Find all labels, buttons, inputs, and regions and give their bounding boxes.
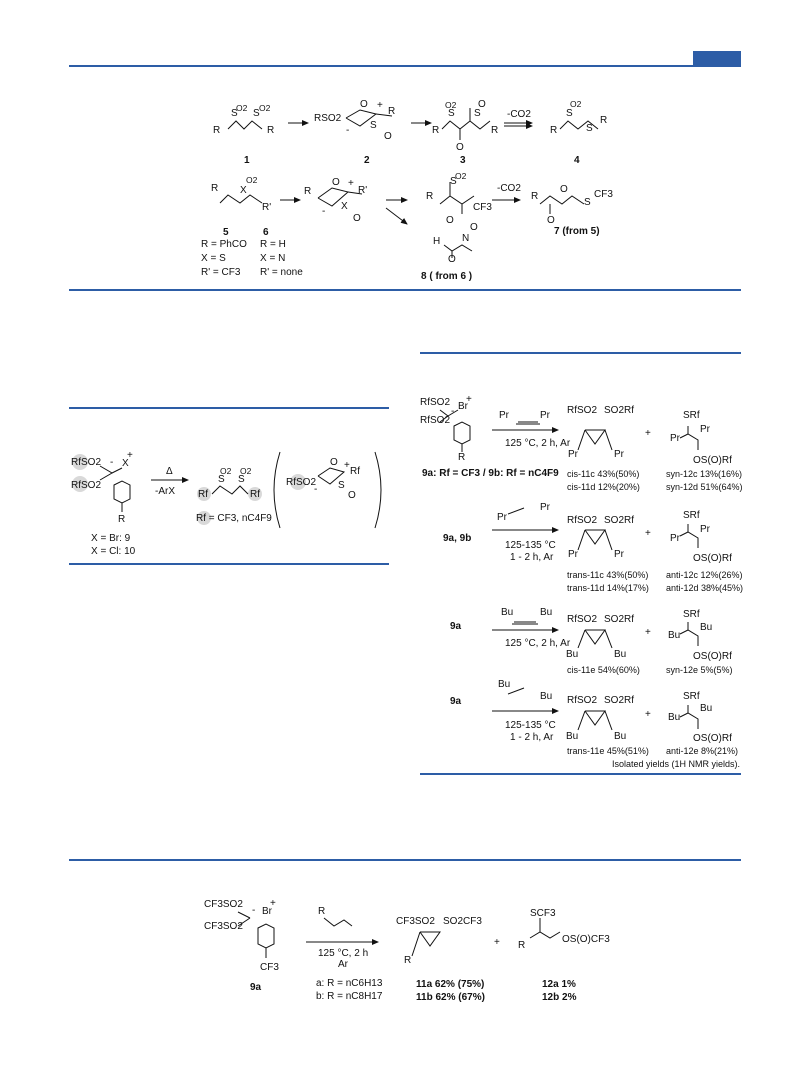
svg-text:Rf = CF3, nC4F9: Rf = CF3, nC4F9: [196, 513, 272, 524]
svg-text:9a: 9a: [250, 982, 262, 993]
svg-text:S: S: [586, 123, 593, 134]
svg-text:S: S: [370, 120, 377, 131]
svg-text:O: O: [560, 184, 568, 195]
svg-text:+: +: [344, 460, 350, 471]
svg-text:b: R = nC8H17: b: R = nC8H17: [316, 991, 383, 1002]
svg-text:R: R: [304, 186, 312, 197]
svg-text:Bu: Bu: [668, 712, 681, 723]
svg-text:CF3SO2: CF3SO2: [204, 899, 243, 910]
svg-text:RfSO2: RfSO2: [567, 614, 598, 625]
svg-text:SO2Rf: SO2Rf: [604, 695, 635, 706]
compound-5-structure: [220, 195, 262, 203]
svg-text:R': R': [262, 202, 272, 213]
svg-text:RfSO2: RfSO2: [71, 480, 102, 491]
svg-text:Rf: Rf: [250, 489, 260, 500]
svg-text:Bu: Bu: [614, 649, 627, 660]
svg-text:RfSO2: RfSO2: [420, 415, 451, 426]
svg-text:OS(O)Rf: OS(O)Rf: [693, 455, 732, 466]
svg-text:R: R: [318, 906, 326, 917]
intermediate-structure: [318, 188, 362, 206]
svg-text:syn-12d 51%(64%): syn-12d 51%(64%): [666, 482, 743, 492]
svg-text:X = Br: 9: X = Br: 9: [91, 533, 131, 544]
scheme1: [220, 108, 598, 258]
svg-text:O: O: [360, 99, 368, 110]
svg-text:S: S: [231, 108, 238, 119]
svg-text:syn-12c 13%(16%): syn-12c 13%(16%): [666, 469, 743, 479]
compound-with-cf3-structure: [440, 182, 474, 214]
svg-text:Pr: Pr: [497, 512, 507, 523]
svg-text:O: O: [384, 131, 392, 142]
svg-text:trans-11d 14%(17%): trans-11d 14%(17%): [567, 583, 649, 593]
svg-text:R: R: [388, 106, 396, 117]
svg-text:Bu: Bu: [700, 703, 713, 714]
svg-text:O2: O2: [220, 466, 232, 476]
svg-text:S: S: [566, 108, 573, 119]
scheme1-text: [201, 99, 613, 282]
svg-text:cis-11d 12%(20%): cis-11d 12%(20%): [567, 482, 640, 492]
svg-text:Br: Br: [262, 906, 272, 917]
svg-text:anti-12d 38%(45%): anti-12d 38%(45%): [666, 583, 744, 593]
svg-text:-: -: [451, 406, 455, 417]
svg-text:Bu: Bu: [540, 691, 553, 702]
svg-text:R: R: [518, 940, 526, 951]
svg-text:-: -: [346, 125, 350, 136]
svg-text:Bu: Bu: [566, 731, 579, 742]
svg-text:R: R: [531, 191, 539, 202]
svg-text:O: O: [547, 215, 555, 226]
svg-text:SRf: SRf: [683, 410, 700, 421]
svg-text:O2: O2: [455, 171, 467, 181]
svg-text:O: O: [332, 177, 340, 188]
svg-text:Bu: Bu: [498, 679, 511, 690]
svg-text:S: S: [338, 480, 345, 491]
svg-text:12b 2%: 12b 2%: [542, 992, 577, 1003]
svg-text:Rf: Rf: [350, 466, 360, 477]
svg-text:-CO2: -CO2: [497, 183, 521, 194]
compound-8-label: 8 ( from 6 ): [421, 271, 473, 282]
svg-text:Isolated yields (1H NMR yields: Isolated yields (1H NMR yields).: [612, 759, 741, 769]
svg-text:R: R: [600, 115, 608, 126]
svg-text:syn-12e 5%(5%): syn-12e 5%(5%): [666, 665, 733, 675]
svg-text:Bu: Bu: [566, 649, 579, 660]
svg-text:N: N: [462, 233, 470, 244]
svg-text:OS(O)Rf: OS(O)Rf: [693, 553, 732, 564]
svg-text:S: S: [584, 197, 591, 208]
svg-text:Rf: Rf: [198, 489, 208, 500]
svg-text:R' = none: R' = none: [260, 267, 303, 278]
svg-text:cis-11e 54%(60%): cis-11e 54%(60%): [567, 665, 640, 675]
svg-text:X: X: [240, 185, 247, 196]
compound-7-label: 7 (from 5): [554, 226, 600, 237]
svg-text:Bu: Bu: [614, 731, 627, 742]
svg-text:RSO2: RSO2: [314, 113, 342, 124]
svg-text:Pr: Pr: [568, 449, 578, 460]
svg-text:X = N: X = N: [260, 253, 286, 264]
compound-4-label: 4: [574, 155, 580, 166]
svg-text:R: R: [118, 514, 126, 525]
svg-text:Pr: Pr: [568, 549, 578, 560]
svg-text:RfSO2: RfSO2: [286, 477, 317, 488]
svg-text:R: R: [267, 125, 275, 136]
svg-text:X: X: [341, 201, 348, 212]
svg-text:O: O: [478, 99, 486, 110]
svg-text:125-135 °C: 125-135 °C: [505, 720, 556, 731]
svg-text:O: O: [353, 213, 361, 224]
svg-text:X: X: [122, 458, 129, 469]
svg-text:+: +: [348, 178, 354, 189]
svg-text:-CO2: -CO2: [507, 109, 531, 120]
svg-text:9a, 9b: 9a, 9b: [443, 533, 472, 544]
svg-text:+: +: [466, 394, 472, 405]
svg-text:1 - 2 h, Ar: 1 - 2 h, Ar: [510, 732, 554, 743]
svg-text:O2: O2: [240, 466, 252, 476]
svg-text:R: R: [213, 125, 221, 136]
svg-text:-: -: [110, 457, 114, 468]
svg-text:OS(O)Rf: OS(O)Rf: [693, 733, 732, 744]
reaction-table: [420, 394, 743, 769]
svg-text:R: R: [458, 452, 466, 463]
svg-text:+: +: [270, 898, 276, 909]
svg-text:11a 62% (75%): 11a 62% (75%): [416, 979, 485, 990]
svg-text:O2: O2: [445, 100, 457, 110]
compound-1-structure: [228, 121, 262, 129]
svg-text:O: O: [448, 254, 456, 265]
svg-text:Bu: Bu: [540, 607, 553, 618]
svg-text:RfSO2: RfSO2: [567, 695, 598, 706]
svg-text:O: O: [330, 457, 338, 468]
svg-text:SRf: SRf: [683, 609, 700, 620]
svg-text:+: +: [494, 937, 500, 948]
svg-text:RfSO2: RfSO2: [71, 457, 102, 468]
compound-7-structure: [540, 196, 584, 214]
svg-text:OS(O)CF3: OS(O)CF3: [562, 934, 610, 945]
svg-text:+: +: [645, 709, 651, 720]
svg-text:Bu: Bu: [668, 630, 681, 641]
compound-1-label: 1: [244, 155, 250, 166]
svg-text:RfSO2: RfSO2: [567, 405, 598, 416]
reaction-arrow: [386, 208, 407, 224]
svg-text:S: S: [448, 108, 455, 119]
svg-text:O: O: [470, 222, 478, 233]
compound-6-label: 6: [263, 227, 269, 238]
svg-text:CF3: CF3: [260, 962, 279, 973]
svg-text:OS(O)Rf: OS(O)Rf: [693, 651, 732, 662]
svg-text:SO2Rf: SO2Rf: [604, 515, 635, 526]
svg-text:S: S: [450, 176, 457, 187]
svg-text:Pr: Pr: [700, 524, 710, 535]
svg-text:S: S: [238, 474, 245, 485]
svg-text:SRf: SRf: [683, 691, 700, 702]
svg-text:R: R: [491, 125, 499, 136]
svg-text:R: R: [426, 191, 434, 202]
svg-text:Ar: Ar: [338, 959, 348, 970]
svg-text:R = PhCO: R = PhCO: [201, 239, 247, 250]
compound-2-structure: [346, 110, 392, 126]
svg-text:a: R = nC6H13: a: R = nC6H13: [316, 978, 383, 989]
svg-text:125 °C, 2 h, Ar: 125 °C, 2 h, Ar: [505, 638, 571, 649]
svg-text:O: O: [348, 490, 356, 501]
scheme3: [204, 898, 610, 1003]
svg-text:R: R: [404, 955, 412, 966]
svg-text:R: R: [550, 125, 558, 136]
svg-text:SO2CF3: SO2CF3: [443, 916, 482, 927]
svg-text:1 - 2 h, Ar: 1 - 2 h, Ar: [510, 552, 554, 563]
svg-text:O2: O2: [236, 103, 248, 113]
svg-text:Bu: Bu: [501, 607, 514, 618]
svg-text:9a: 9a: [450, 696, 462, 707]
svg-text:RfSO2: RfSO2: [420, 397, 451, 408]
svg-text:CF3SO2: CF3SO2: [396, 916, 435, 927]
svg-text:RfSO2: RfSO2: [567, 515, 598, 526]
svg-text:R' = CF3: R' = CF3: [201, 267, 241, 278]
svg-text:anti-12e 8%(21%): anti-12e 8%(21%): [666, 746, 739, 756]
svg-text:+: +: [377, 100, 383, 111]
svg-text:Pr: Pr: [670, 533, 680, 544]
svg-text:+: +: [127, 450, 133, 461]
svg-text:H: H: [433, 236, 441, 247]
svg-text:O2: O2: [246, 175, 258, 185]
svg-text:Pr: Pr: [700, 424, 710, 435]
svg-text:-: -: [252, 905, 256, 916]
svg-text:anti-12c 12%(26%): anti-12c 12%(26%): [666, 570, 743, 580]
svg-text:Pr: Pr: [614, 549, 624, 560]
svg-text:O2: O2: [570, 99, 582, 109]
svg-text:SRf: SRf: [683, 510, 700, 521]
svg-text:X = Cl: 10: X = Cl: 10: [91, 546, 136, 557]
svg-text:CF3: CF3: [594, 189, 613, 200]
scheme2: [71, 450, 381, 557]
compound-2-label: 2: [364, 155, 370, 166]
svg-text:+: +: [645, 528, 651, 539]
svg-text:-ArX: -ArX: [155, 486, 175, 497]
compound-5-label: 5: [223, 227, 229, 238]
svg-text:Pr: Pr: [499, 410, 509, 421]
svg-text:+: +: [645, 627, 651, 638]
svg-text:R = H: R = H: [260, 239, 286, 250]
svg-text:SO2Rf: SO2Rf: [604, 614, 635, 625]
svg-text:Pr: Pr: [540, 502, 550, 513]
svg-text:S: S: [474, 108, 481, 119]
svg-text:Pr: Pr: [540, 410, 550, 421]
svg-text:Bu: Bu: [700, 622, 713, 633]
svg-text:SCF3: SCF3: [530, 908, 556, 919]
svg-text:trans-11e 45%(51%): trans-11e 45%(51%): [567, 746, 649, 756]
svg-text:CF3: CF3: [473, 202, 492, 213]
svg-text:CF3SO2: CF3SO2: [204, 921, 243, 932]
svg-text:Pr: Pr: [614, 449, 624, 460]
svg-text:Pr: Pr: [670, 433, 680, 444]
svg-text:12a 1%: 12a 1%: [542, 979, 576, 990]
svg-text:SO2Rf: SO2Rf: [604, 405, 635, 416]
svg-text:O: O: [456, 142, 464, 153]
svg-text:125 °C, 2 h, Ar: 125 °C, 2 h, Ar: [505, 438, 571, 449]
compound-3-label: 3: [460, 155, 466, 166]
svg-text:R': R': [358, 185, 368, 196]
svg-text:9a: 9a: [450, 621, 462, 632]
svg-text:-: -: [322, 206, 326, 217]
svg-text:11b 62% (67%): 11b 62% (67%): [416, 992, 485, 1003]
svg-text:cis-11c 43%(50%): cis-11c 43%(50%): [567, 469, 640, 479]
svg-text:S: S: [253, 108, 260, 119]
svg-text:9a: Rf = CF3 / 9b: Rf = nC4F9: 9a: Rf = CF3 / 9b: Rf = nC4F9: [422, 468, 559, 479]
svg-text:+: +: [645, 428, 651, 439]
svg-text:125 °C, 2 h: 125 °C, 2 h: [318, 948, 369, 959]
svg-text:O2: O2: [259, 103, 271, 113]
svg-text:O: O: [446, 215, 454, 226]
svg-text:S: S: [218, 474, 225, 485]
svg-text:X = S: X = S: [201, 253, 226, 264]
svg-text:Δ: Δ: [166, 466, 173, 477]
svg-text:R: R: [211, 183, 219, 194]
svg-text:trans-11c 43%(50%): trans-11c 43%(50%): [567, 570, 649, 580]
svg-text:R: R: [432, 125, 440, 136]
svg-text:Br: Br: [458, 401, 468, 412]
svg-text:125-135 °C: 125-135 °C: [505, 540, 556, 551]
svg-text:-: -: [314, 484, 318, 495]
